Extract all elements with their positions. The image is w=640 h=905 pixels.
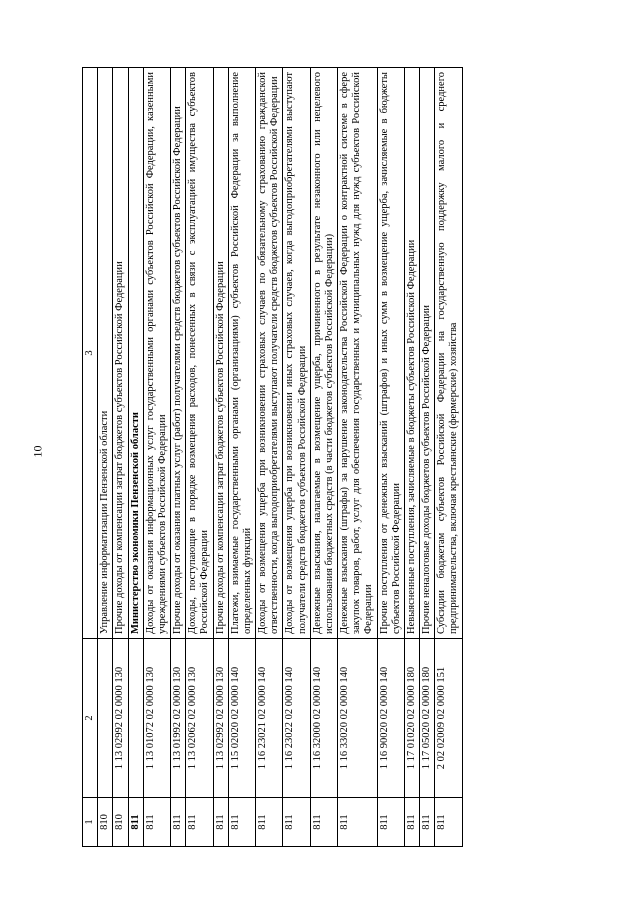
revenue-name-cell: Доходы, поступающие в порядке возмещения расходов, понесенных в связи с эксплуатацией имущества субъектов Российской Федерации	[186, 68, 213, 639]
revenue-name-cell: Платежи, взимаемые государственными органами (организациями) субъектов Российской Федерации за выполнение определенных функций	[228, 68, 255, 639]
table-row	[377, 68, 404, 847]
rotated-table-container	[82, 67, 463, 847]
table-row	[186, 68, 213, 847]
budget-code-cell: 1 13 01992 02 0000 130	[171, 639, 186, 798]
admin-code-cell: 811	[435, 798, 462, 847]
admin-code-cell: 811	[171, 798, 186, 847]
header-col-1: 1	[83, 798, 98, 847]
budget-code-cell: 1 16 33020 02 0000 140	[338, 639, 378, 798]
revenue-name-cell: Прочие доходы от компенсации затрат бюджетов субъектов Российской Федерации	[213, 68, 228, 639]
revenue-name-cell: Доходы от возмещения ущерба при возникновении иных страховых случаев, когда выгодоприобретателями выступают получатели средств бюджетов субъектов Российской Федерации	[283, 68, 310, 639]
budget-code-cell	[98, 639, 113, 798]
budget-code-cell	[128, 639, 143, 798]
table-row	[143, 68, 170, 847]
admin-code-cell: 811	[377, 798, 404, 847]
admin-code-cell: 811	[420, 798, 435, 847]
table-row	[113, 68, 128, 847]
admin-code-cell: 810	[113, 798, 128, 847]
revenue-name-cell: Субсидии бюджетам субъектов Российской Федерации на государственную поддержку малого и среднего предпринимательства, включая крестьянские (фермерские) хозяйства	[435, 68, 462, 639]
revenue-name-cell: Невыясненные поступления, зачисляемые в бюджеты субъектов Российской Федерации	[404, 68, 419, 639]
table-row	[310, 68, 337, 847]
header-col-2: 2	[83, 639, 98, 798]
table-header-row	[83, 68, 98, 847]
admin-code-cell: 811	[228, 798, 255, 847]
budget-code-cell: 1 16 23021 02 0000 140	[256, 639, 283, 798]
budget-code-cell: 1 15 02020 02 0000 140	[228, 639, 255, 798]
page-number: 10	[30, 445, 45, 458]
table-row	[171, 68, 186, 847]
budget-code-cell: 1 13 01072 02 0000 130	[143, 639, 170, 798]
budget-code-cell: 1 17 05020 02 0000 180	[420, 639, 435, 798]
table-row	[256, 68, 283, 847]
table-row	[435, 68, 462, 847]
revenue-codes-table	[82, 67, 463, 847]
revenue-name-cell: Доходы от оказания информационных услуг государственными органами субъектов Российской Федерации, казенными учреждениями субъектов Российской Федерации	[143, 68, 170, 639]
admin-code-cell: 811	[338, 798, 378, 847]
budget-code-cell: 1 13 02062 02 0000 130	[186, 639, 213, 798]
admin-code-cell: 811	[404, 798, 419, 847]
admin-code-cell: 810	[98, 798, 113, 847]
admin-code-cell: 811	[213, 798, 228, 847]
revenue-name-cell: Прочие доходы от оказания платных услуг (работ) получателями средств бюджетов субъектов Российской Федерации	[171, 68, 186, 639]
table-row	[98, 68, 113, 847]
budget-code-cell: 1 16 23022 02 0000 140	[283, 639, 310, 798]
revenue-name-cell: Прочие доходы от компенсации затрат бюджетов субъектов Российской Федерации	[113, 68, 128, 639]
admin-code-cell: 811	[186, 798, 213, 847]
table-row	[283, 68, 310, 847]
admin-code-cell: 811	[256, 798, 283, 847]
table-row	[213, 68, 228, 847]
revenue-name-cell: Министерство экономики Пензенской области	[128, 68, 143, 639]
admin-code-cell: 811	[128, 798, 143, 847]
admin-code-cell: 811	[283, 798, 310, 847]
revenue-name-cell: Управление информатизации Пензенской области	[98, 68, 113, 639]
budget-code-cell: 1 13 02992 02 0000 130	[213, 639, 228, 798]
revenue-name-cell: Доходы от возмещения ущерба при возникновении страховых случаев по обязательному страхованию гражданской ответственности, когда выгодоприобретателями выступают получатели средств бюджетов субъектов Российской Федерации	[256, 68, 283, 639]
admin-code-cell: 811	[143, 798, 170, 847]
budget-code-cell: 1 16 90020 02 0000 140	[377, 639, 404, 798]
admin-code-cell: 811	[310, 798, 337, 847]
revenue-name-cell: Денежные взыскания (штрафы) за нарушение законодательства Российской Федерации о контрактной системе в сфере закупок товаров, работ, услуг для обеспечения государственных и муниципальных нужд для нужд субъектов Российской Федерации	[338, 68, 378, 639]
budget-code-cell: 1 13 02992 02 0000 130	[113, 639, 128, 798]
table-row	[338, 68, 378, 847]
revenue-name-cell: Прочие поступления от денежных взысканий (штрафов) и иных сумм в возмещение ущерба, зачисляемые в бюджеты субъектов Российской Федерации	[377, 68, 404, 639]
table-row	[404, 68, 419, 847]
table-row	[420, 68, 435, 847]
table-row-ministry	[128, 68, 143, 847]
revenue-name-cell: Прочие неналоговые доходы бюджетов субъектов Российской Федерации	[420, 68, 435, 639]
budget-code-cell: 1 17 01020 02 0000 180	[404, 639, 419, 798]
revenue-name-cell: Денежные взыскания, налагаемые в возмещение ущерба, причиненного в результате незаконного или нецелевого использования бюджетных средств (в части бюджетов субъектов Российской Федерации)	[310, 68, 337, 639]
table-row	[228, 68, 255, 847]
header-col-3: 3	[83, 68, 98, 639]
budget-code-cell: 2 02 02009 02 0000 151	[435, 639, 462, 798]
budget-code-cell: 1 16 32000 02 0000 140	[310, 639, 337, 798]
